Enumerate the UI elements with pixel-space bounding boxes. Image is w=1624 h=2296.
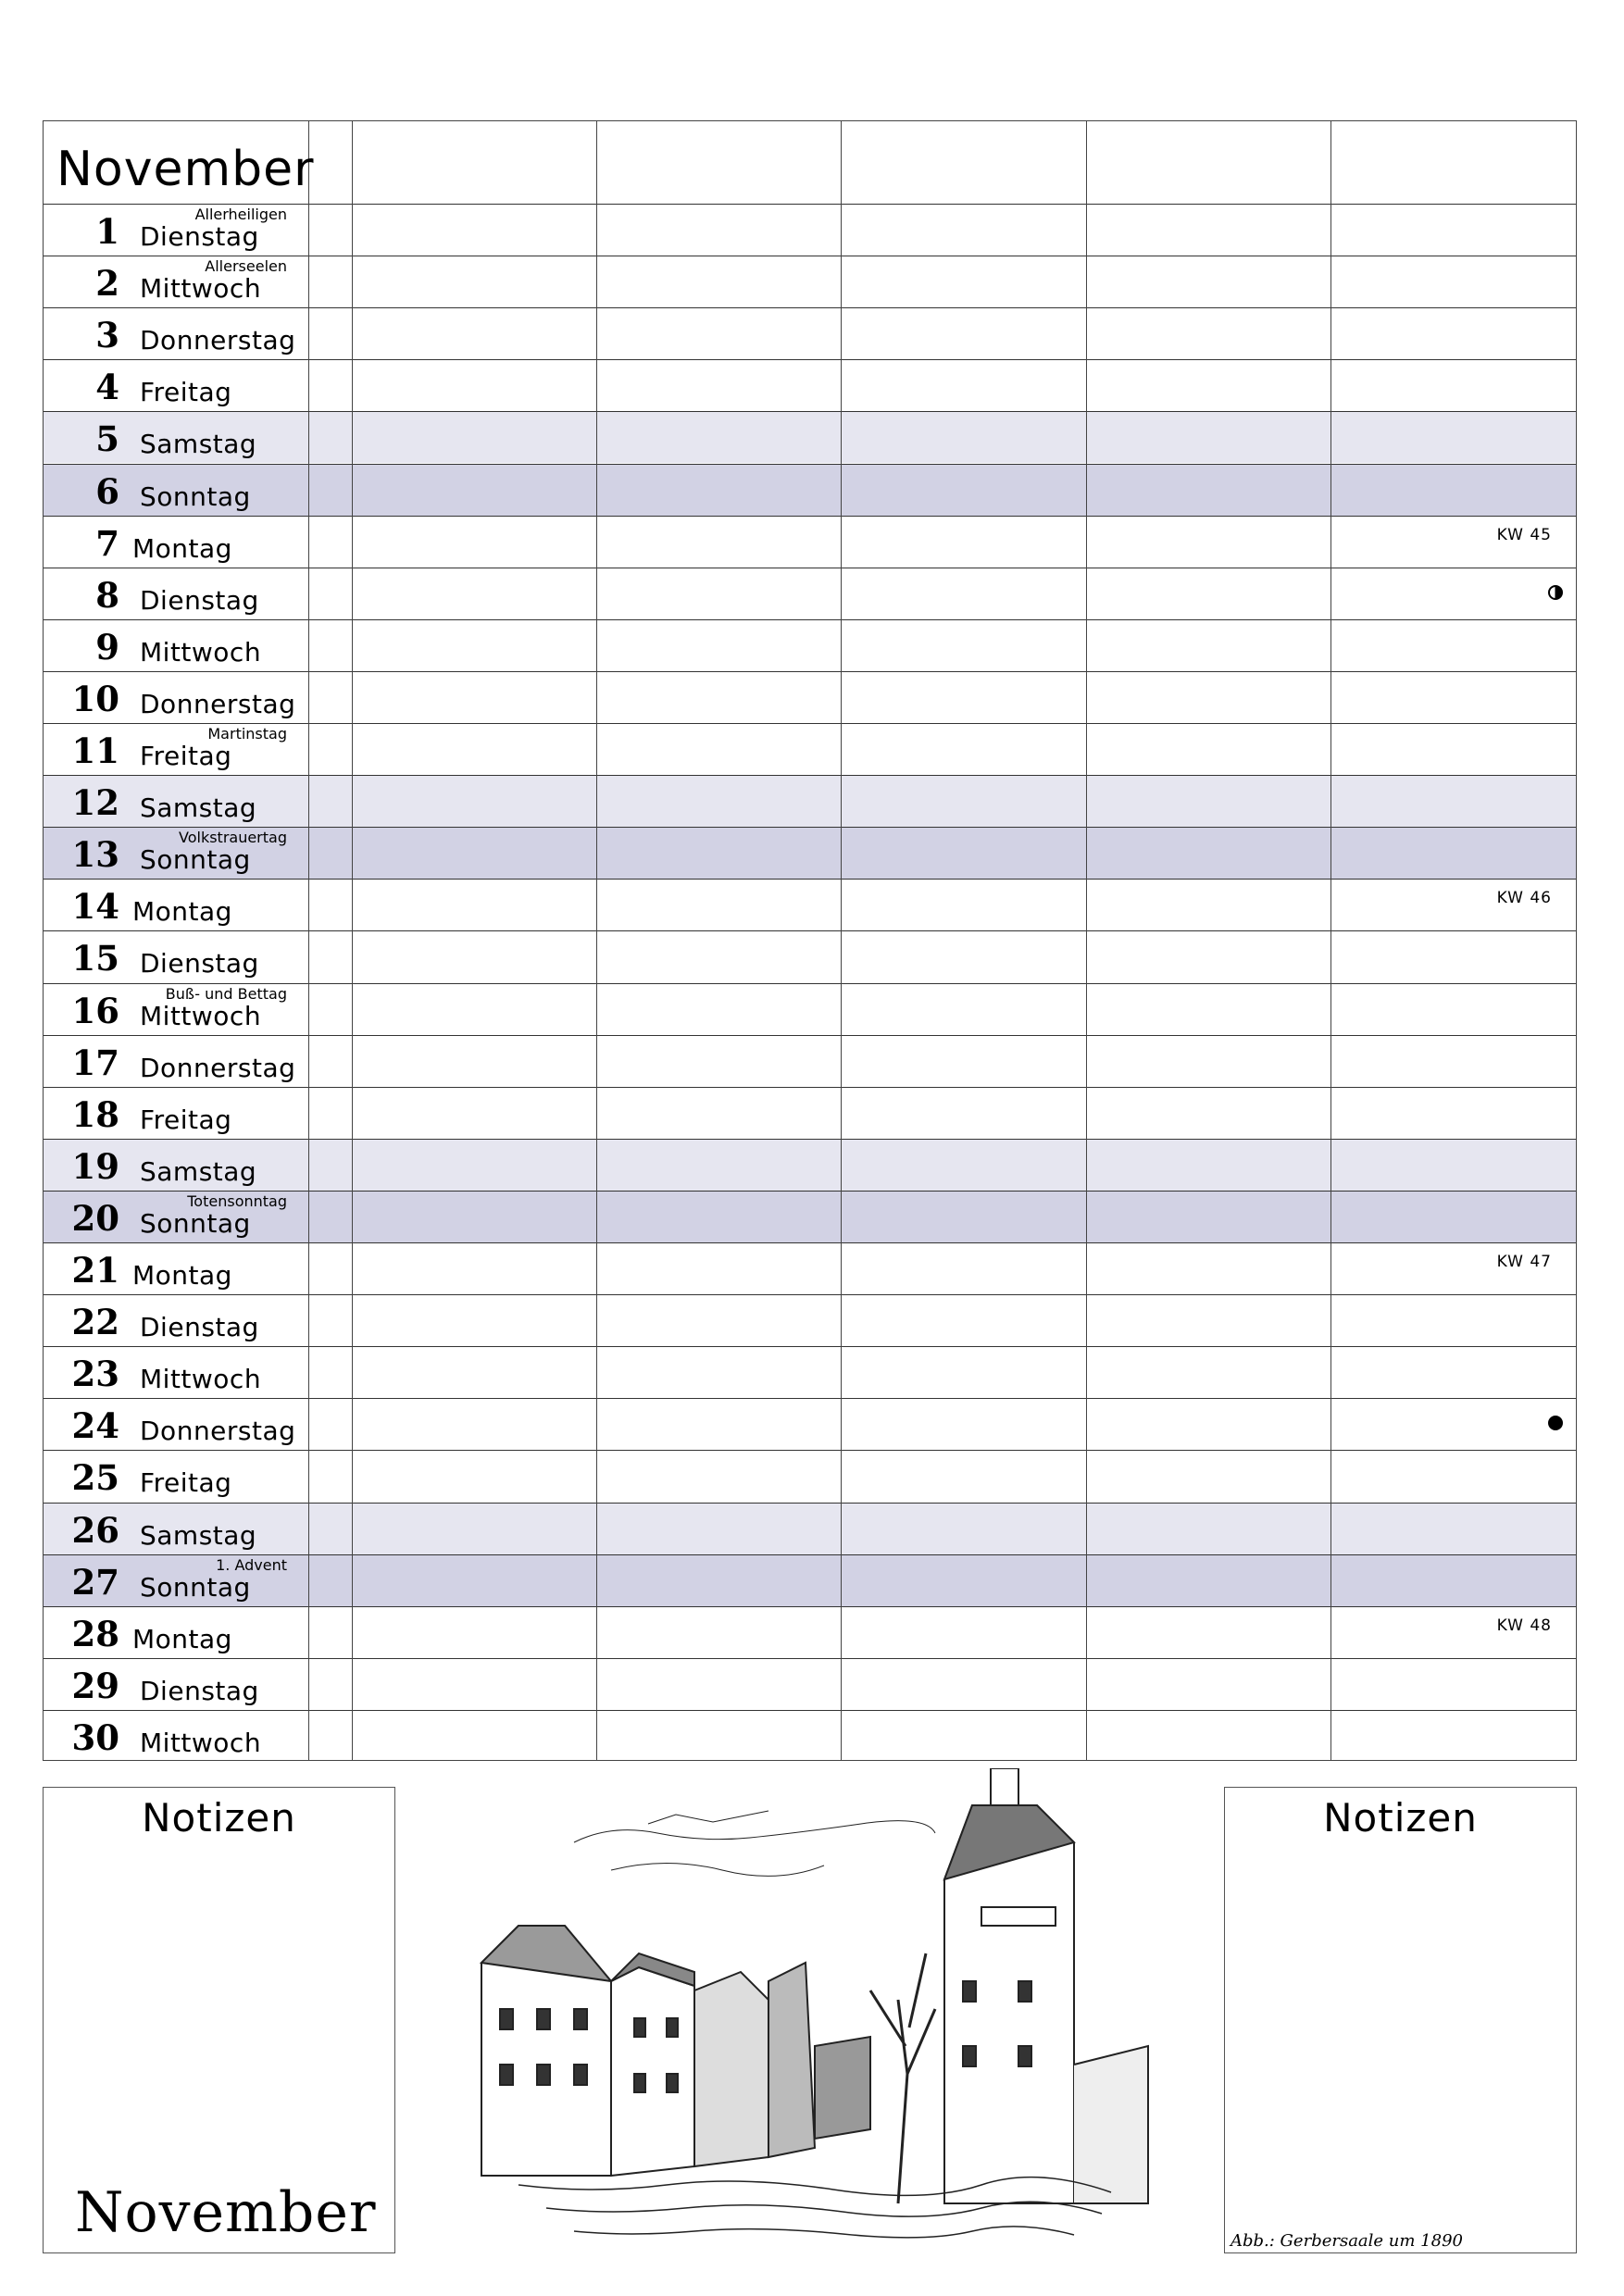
day-number: 23 (71, 1354, 119, 1395)
day-row[interactable] (44, 671, 1576, 723)
day-row[interactable] (44, 1398, 1576, 1450)
day-number: 27 (71, 1561, 119, 1603)
day-number: 28 (71, 1613, 119, 1654)
day-name: Mittwoch (140, 1000, 262, 1031)
day-number: 17 (71, 1042, 119, 1083)
day-number: 4 (95, 367, 119, 408)
day-row[interactable] (44, 1191, 1576, 1242)
column-divider (1330, 121, 1331, 1760)
notes-title-right: Notizen (1323, 1795, 1478, 1841)
day-name: Dienstag (140, 1312, 259, 1343)
day-row[interactable] (44, 516, 1576, 568)
day-name: Donnerstag (140, 325, 296, 356)
day-name: Mittwoch (140, 1364, 262, 1395)
day-number: 25 (71, 1457, 119, 1499)
day-name: Sonntag (140, 480, 251, 512)
calendar-week-label: KW 47 (1496, 1253, 1552, 1271)
day-name: Montag (132, 1260, 232, 1292)
footer-month: November (75, 2180, 377, 2245)
column-divider (352, 121, 353, 1760)
day-number: 18 (71, 1093, 119, 1135)
holiday-label: Allerseelen (205, 257, 287, 276)
day-row[interactable] (44, 879, 1576, 930)
day-number: 2 (95, 263, 119, 305)
day-number: 22 (71, 1302, 119, 1343)
holiday-label: Martinstag (207, 725, 287, 742)
day-name: Samstag (140, 1155, 257, 1187)
day-row[interactable] (44, 930, 1576, 982)
day-number: 6 (95, 470, 119, 512)
day-row[interactable] (44, 619, 1576, 671)
day-name: Dienstag (140, 221, 259, 253)
day-name: Freitag (140, 1104, 232, 1135)
holiday-label: Allerheiligen (194, 206, 287, 223)
day-row[interactable] (44, 983, 1576, 1035)
day-row[interactable] (44, 256, 1576, 307)
day-row[interactable] (44, 464, 1576, 516)
day-row[interactable] (44, 1346, 1576, 1398)
day-number: 7 (95, 522, 119, 564)
day-number: 10 (71, 678, 119, 719)
calendar-week-label: KW 48 (1496, 1616, 1552, 1635)
day-row[interactable] (44, 307, 1576, 359)
day-name: Donnerstag (140, 688, 296, 719)
day-row[interactable] (44, 723, 1576, 775)
day-number: 3 (95, 315, 119, 356)
day-number: 15 (71, 938, 119, 980)
holiday-label: 1. Advent (216, 1555, 287, 1574)
day-name: Freitag (140, 741, 232, 772)
day-row[interactable] (44, 1087, 1576, 1139)
illustration-caption: Abb.: Gerbersaale um 1890 (1230, 2231, 1463, 2251)
day-name: Samstag (140, 792, 257, 824)
holiday-label: Buß- und Bettag (165, 984, 287, 1003)
day-row[interactable] (44, 1658, 1576, 1710)
day-name: Sonntag (140, 1571, 251, 1603)
day-name: Montag (132, 532, 232, 564)
day-name: Mittwoch (140, 273, 262, 305)
notes-box-right[interactable] (1224, 1787, 1577, 2253)
day-number: 20 (71, 1197, 119, 1239)
day-name: Montag (132, 896, 232, 928)
month-title: November (56, 142, 315, 197)
day-row[interactable] (44, 204, 1576, 256)
day-name: Dienstag (140, 1675, 259, 1706)
day-row[interactable] (44, 1554, 1576, 1606)
day-row[interactable] (44, 1710, 1576, 1762)
day-name: Mittwoch (140, 636, 262, 668)
day-name: Mittwoch (140, 1727, 262, 1758)
day-name: Freitag (140, 377, 232, 408)
full-moon-icon (1548, 1416, 1563, 1430)
day-row[interactable] (44, 1035, 1576, 1087)
day-name: Donnerstag (140, 1416, 296, 1447)
day-number: 29 (71, 1665, 119, 1706)
column-divider (596, 121, 597, 1760)
day-number: 26 (71, 1509, 119, 1551)
day-name: Sonntag (140, 844, 251, 876)
column-divider (1086, 121, 1087, 1760)
day-number: 5 (95, 418, 119, 460)
day-number: 13 (71, 834, 119, 876)
day-row[interactable] (44, 827, 1576, 879)
holiday-label: Totensonntag (187, 1192, 287, 1210)
day-name: Dienstag (140, 584, 259, 616)
notes-title-left: Notizen (142, 1795, 296, 1841)
day-number: 1 (95, 211, 119, 253)
sketch-illustration (463, 1768, 1167, 2250)
day-row[interactable] (44, 411, 1576, 463)
day-name: Dienstag (140, 948, 259, 980)
calendar-week-label: KW 46 (1496, 889, 1552, 908)
day-row[interactable] (44, 1294, 1576, 1346)
calendar-week-label: KW 45 (1496, 525, 1552, 544)
notes-box-left[interactable] (43, 1787, 395, 2253)
day-number: 14 (71, 886, 119, 928)
day-row[interactable] (44, 1242, 1576, 1294)
day-number: 8 (95, 574, 119, 616)
day-number: 19 (71, 1145, 119, 1187)
day-number: 12 (71, 782, 119, 824)
day-row[interactable] (44, 1450, 1576, 1502)
day-number: 24 (71, 1405, 119, 1447)
day-number: 30 (71, 1716, 119, 1758)
calendar-table (43, 120, 1577, 1761)
day-name: Donnerstag (140, 1052, 296, 1083)
day-number: 16 (71, 990, 119, 1031)
half-moon-icon (1548, 585, 1563, 600)
day-name: Montag (132, 1623, 232, 1654)
day-name: Sonntag (140, 1207, 251, 1239)
holiday-label: Volkstrauertag (179, 829, 287, 847)
column-divider (841, 121, 842, 1760)
day-number: 9 (95, 626, 119, 668)
day-name: Samstag (140, 1519, 257, 1551)
day-row[interactable] (44, 1606, 1576, 1658)
day-name: Freitag (140, 1467, 232, 1499)
day-row[interactable] (44, 568, 1576, 619)
day-row[interactable] (44, 1503, 1576, 1554)
day-number: 11 (71, 730, 119, 772)
day-row[interactable] (44, 359, 1576, 411)
day-row[interactable] (44, 775, 1576, 827)
day-number: 21 (71, 1250, 119, 1292)
day-name: Samstag (140, 429, 257, 460)
day-row[interactable] (44, 1139, 1576, 1191)
column-divider (308, 121, 309, 1760)
